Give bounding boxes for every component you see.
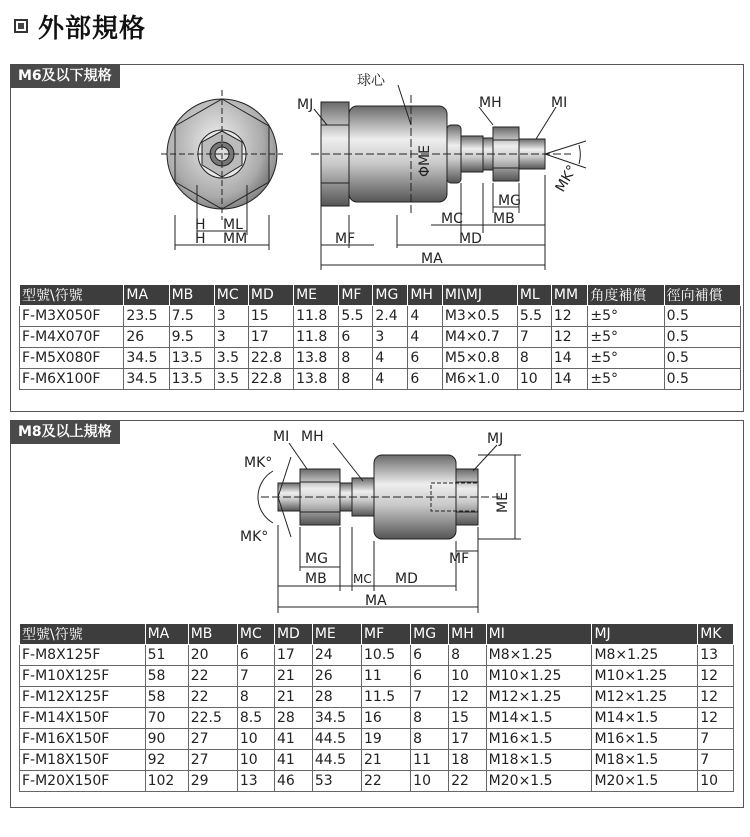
table-cell: 7 [517,327,551,348]
column-header: ME [312,624,361,645]
table-cell: 8 [411,729,449,750]
table-cell: M20×1.5 [486,771,592,792]
ma-label: MA [421,251,443,267]
table-cell: ±5° [588,348,664,369]
table-cell: F-M20X150F [20,771,146,792]
table-cell: 21 [274,687,312,708]
table-cell: 9.5 [169,327,214,348]
column-header: MG [411,624,449,645]
table-cell: 7 [698,750,734,771]
mg-label: MG [498,193,521,209]
table-cell: 20 [188,645,237,666]
spec-table-m6 [19,285,741,390]
column-header: MJ [592,624,698,645]
table-cell: 7.5 [169,306,214,327]
table-cell: M14×1.5 [486,708,592,729]
table-cell: M14×1.5 [592,708,698,729]
table-cell: 22 [449,771,487,792]
table-cell: M8×1.25 [592,645,698,666]
h-label: H [195,217,206,233]
table-cell: 11.5 [362,687,411,708]
column-header: MA [145,624,188,645]
table-cell: M16×1.5 [486,729,592,750]
table-header-row [20,285,741,306]
table-cell: F-M4X070F [20,327,124,348]
table-cell: 29 [188,771,237,792]
mj-label: MJ [297,97,314,113]
table-row [20,645,734,666]
section-label: M6及以下規格 [10,64,120,88]
table-cell: 16 [362,708,411,729]
ball-center-label: 球心 [357,73,385,89]
table-row [20,687,734,708]
table-cell: 44.5 [312,729,361,750]
h-label-2: H [195,231,206,247]
ml-label: ML [223,217,243,233]
square-bullet-icon [14,19,28,33]
table-cell: 8 [339,348,373,369]
table-cell: 7 [237,666,274,687]
table-cell: 13.8 [294,369,339,390]
table-row [20,771,734,792]
table-cell: 21 [362,750,411,771]
table-cell: 4 [373,369,408,390]
table-cell: 3 [214,306,248,327]
table-cell: 8 [339,369,373,390]
table-cell: 8 [237,687,274,708]
table-header-row [20,624,734,645]
table-cell: ±5° [588,306,664,327]
table-cell: 10 [237,750,274,771]
table-cell: 3.5 [214,369,248,390]
table-cell: F-M12X125F [20,687,146,708]
column-header: ML [517,285,551,306]
ma-label: MA [365,593,387,609]
me-label: ΦME [417,145,433,177]
mh-label: MH [479,95,502,111]
table-cell: 4 [373,348,408,369]
table-cell: 41 [274,729,312,750]
table-cell: 3 [373,327,408,348]
table-cell: 58 [145,666,188,687]
table-row [20,666,734,687]
table-cell: M20×1.5 [592,771,698,792]
table-cell: 14 [551,348,587,369]
table-cell: 22.8 [248,369,293,390]
table-cell: 7 [411,687,449,708]
mf-label: MF [449,551,470,567]
table-cell: 14 [551,369,587,390]
table-cell: 6 [411,645,449,666]
table-cell: 92 [145,750,188,771]
table-cell: M10×1.25 [592,666,698,687]
table-cell: 5.5 [517,306,551,327]
table-cell: M4×0.7 [442,327,517,348]
table-cell: 15 [449,708,487,729]
table-cell: 19 [362,729,411,750]
table-row [20,708,734,729]
table-cell: 34.5 [124,369,169,390]
table-cell: 51 [145,645,188,666]
table-cell: 26 [312,666,361,687]
column-header: MF [339,285,373,306]
column-header: MI\MJ [442,285,517,306]
table-cell: 0.5 [664,369,740,390]
table-cell: M16×1.5 [592,729,698,750]
table-row [20,729,734,750]
table-row [20,306,741,327]
section-m6-and-below [10,64,744,412]
table-cell: 8.5 [237,708,274,729]
spec-table-m8 [19,624,734,792]
table-cell: 17 [274,645,312,666]
table-cell: 6 [411,666,449,687]
mj-label: MJ [487,431,504,447]
table-cell: F-M10X125F [20,666,146,687]
table-cell: ±5° [588,327,664,348]
table-cell: 17 [248,327,293,348]
table-cell: 12 [698,666,734,687]
table-cell: 8 [517,348,551,369]
section-m8-and-above [10,420,744,808]
table-cell: F-M18X150F [20,750,146,771]
table-cell: 34.5 [312,708,361,729]
table-cell: 10 [517,369,551,390]
table-cell: M10×1.25 [486,666,592,687]
mk-label-top: MK° [244,455,273,471]
table-cell: 70 [145,708,188,729]
table-cell: 6 [408,348,443,369]
table-cell: 44.5 [312,750,361,771]
table-cell: 10 [237,729,274,750]
table-cell: 10 [449,666,487,687]
table-cell: 11 [362,666,411,687]
column-header: MB [188,624,237,645]
column-header: MG [373,285,408,306]
table-cell: 58 [145,687,188,708]
mb-label: MB [493,211,515,227]
column-header: MH [408,285,443,306]
table-row [20,348,741,369]
column-header: MI [486,624,592,645]
table-cell: 4 [408,306,443,327]
table-cell: 0.5 [664,327,740,348]
table-cell: 10 [698,771,734,792]
table-cell: M18×1.5 [592,750,698,771]
column-header: MD [248,285,293,306]
table-cell: 13.5 [169,369,214,390]
column-header: ME [294,285,339,306]
table-cell: F-M8X125F [20,645,146,666]
table-cell: 12 [551,306,587,327]
table-cell: 3 [214,327,248,348]
table-cell: 11.8 [294,306,339,327]
table-cell: F-M6X100F [20,369,124,390]
table-cell: 17 [449,729,487,750]
table-cell: 12 [698,708,734,729]
mi-label: MI [551,95,568,111]
table-cell: 12 [551,327,587,348]
column-header: MB [169,285,214,306]
mc-label: MC [353,572,372,586]
table-cell: 3.5 [214,348,248,369]
table-cell: 0.5 [664,306,740,327]
column-header: MD [274,624,312,645]
page-title: 外部規格 [38,13,147,44]
table-cell: 90 [145,729,188,750]
table-cell: 12 [698,687,734,708]
table-cell: F-M14X150F [20,708,146,729]
md-label: MD [459,231,482,247]
mc-label: MC [441,211,463,227]
table-cell: 26 [124,327,169,348]
table-cell: 8 [411,708,449,729]
table-cell: 2.4 [373,306,408,327]
table-cell: 13 [698,645,734,666]
table-cell: 23.5 [124,306,169,327]
table-cell: 28 [274,708,312,729]
table-cell: 18 [449,750,487,771]
table-cell: 0.5 [664,348,740,369]
table-cell: M8×1.25 [486,645,592,666]
table-cell: 7 [698,729,734,750]
table-cell: 22 [188,687,237,708]
table-cell: 24 [312,645,361,666]
column-header: MA [124,285,169,306]
section-label: M8及以上規格 [10,420,120,444]
table-cell: 13.5 [169,348,214,369]
table-cell: 10.5 [362,645,411,666]
table-cell: 5.5 [339,306,373,327]
column-header: MM [551,285,587,306]
mm-label: MM [223,231,248,247]
table-cell: 22 [362,771,411,792]
table-cell: 102 [145,771,188,792]
mk-label-bottom: MK° [240,529,269,545]
mg-label: MG [305,551,328,567]
column-header: 徑向補償 [664,285,740,306]
table-cell: F-M5X080F [20,348,124,369]
table-cell: F-M16X150F [20,729,146,750]
table-cell: ±5° [588,369,664,390]
table-cell: 22.8 [248,348,293,369]
table-cell: F-M3X050F [20,306,124,327]
mf-label: MF [335,231,356,247]
table-cell: 22 [188,666,237,687]
m8-dimension-diagram [11,421,743,621]
table-cell: 22.5 [188,708,237,729]
column-header: MC [214,285,248,306]
table-cell: 27 [188,750,237,771]
table-cell: M3×0.5 [442,306,517,327]
table-cell: 41 [274,750,312,771]
table-cell: 13 [237,771,274,792]
table-cell: 21 [274,666,312,687]
md-label: MD [395,571,418,587]
column-header: 型號\符號 [20,285,124,306]
table-cell: M12×1.25 [592,687,698,708]
mi-label: MI [273,429,290,445]
mh-label: MH [301,429,324,445]
column-header: MF [362,624,411,645]
me-label: ME [495,492,511,513]
table-cell: 27 [188,729,237,750]
table-cell: 15 [248,306,293,327]
mb-label: MB [305,571,327,587]
table-row [20,369,741,390]
table-cell: 34.5 [124,348,169,369]
table-cell: M12×1.25 [486,687,592,708]
table-cell: 4 [408,327,443,348]
table-cell: 6 [339,327,373,348]
table-cell: 10 [411,771,449,792]
m6-dimension-diagram [11,65,743,280]
column-header: 型號\符號 [20,624,146,645]
table-cell: 8 [449,645,487,666]
page-header [14,6,146,46]
table-cell: 53 [312,771,361,792]
table-row [20,750,734,771]
table-cell: 6 [237,645,274,666]
table-cell: M6×1.0 [442,369,517,390]
table-cell: M5×0.8 [442,348,517,369]
table-cell: 28 [312,687,361,708]
column-header: MC [237,624,274,645]
table-cell: M18×1.5 [486,750,592,771]
column-header: MH [449,624,487,645]
mk-label: MK° [552,162,581,195]
column-header: MK [698,624,734,645]
column-header: 角度補償 [588,285,664,306]
table-row [20,327,741,348]
table-cell: 13.8 [294,348,339,369]
table-cell: 12 [449,687,487,708]
table-cell: 6 [408,369,443,390]
table-cell: 11 [411,750,449,771]
table-cell: 46 [274,771,312,792]
table-cell: 11.8 [294,327,339,348]
